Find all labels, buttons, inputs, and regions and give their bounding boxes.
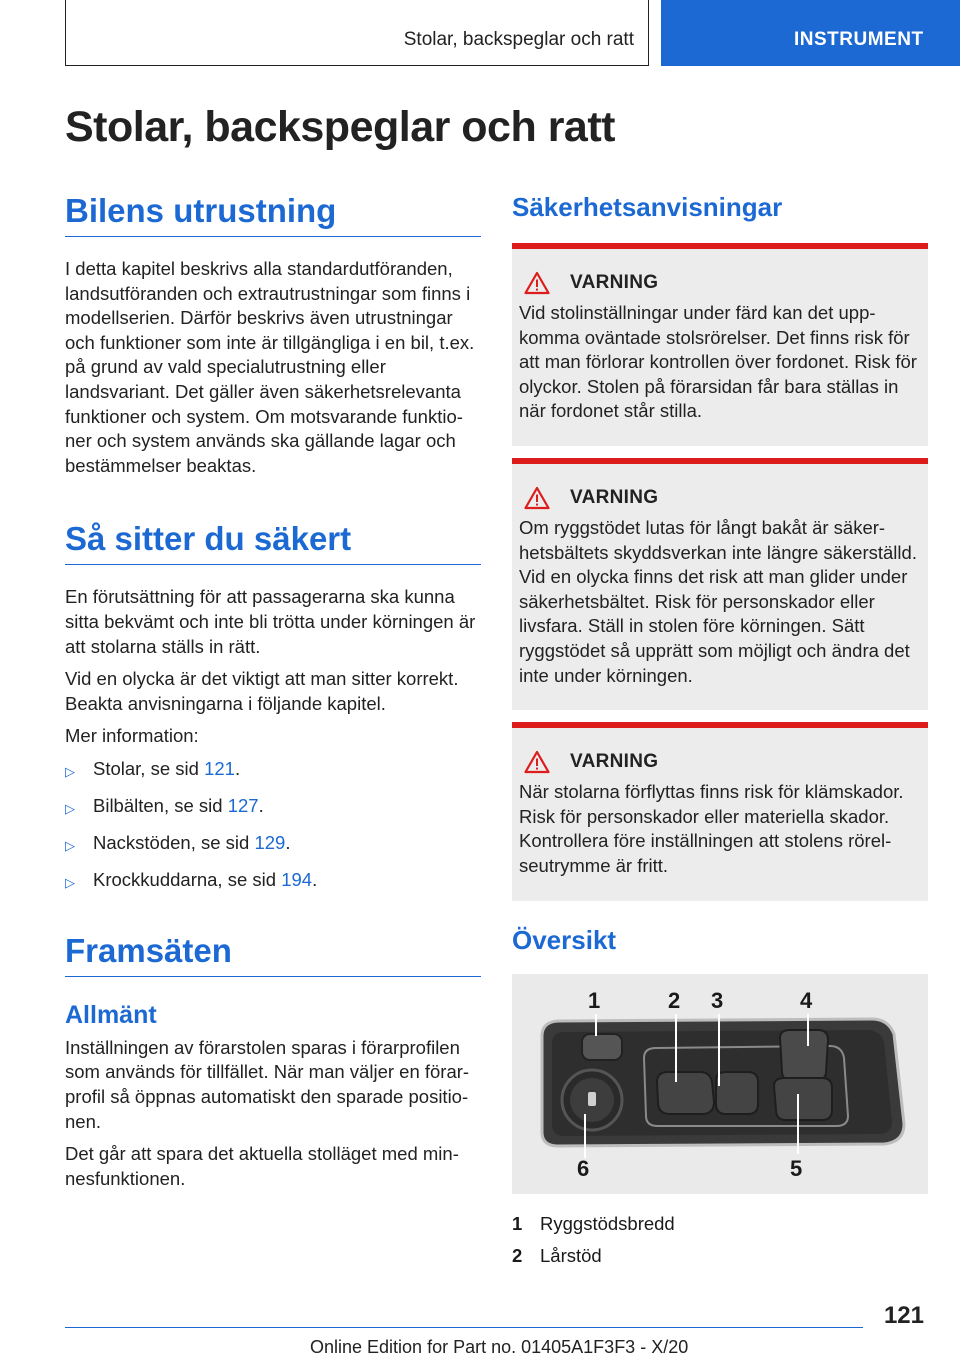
left-column	[65, 192, 481, 1191]
triangle-bullet-icon: ▷	[65, 801, 75, 816]
warning-text: Om ryggstödet lutas för långt bakåt är säkerhetsbältets skyddsverkan inte längre säkerställd. Vid en olycka finns det risk att man glider under säkerhetsbältet. Risk för personskador eller livsfara. Ställ in stolen före körningen. Sätt ryggstödet så upprätt som möjligt och ändra det inte under körningen.	[519, 516, 917, 686]
callout-5: 5	[790, 1155, 803, 1181]
list-item: ▷ Nackstöden, se sid 129.	[65, 831, 481, 859]
front-seats-heading: Framsäten	[65, 932, 481, 977]
warning-text: När stolarna förflyttas finns risk för klämskador. Risk för personskador eller materiella skador. Kontrollera före inställningen att stolens rörelseutrymme är fritt.	[519, 781, 904, 876]
safety-section	[512, 192, 928, 901]
warning-triangle-icon	[524, 750, 550, 774]
front-seats-p1: Inställningen av förarstolen sparas i förarprofilen som används för tillfället. När man väljer en förarprofil så öppnas automatiskt den sparade positionen.	[65, 1036, 470, 1132]
section-header	[65, 0, 649, 66]
warning-title: VARNING	[570, 486, 659, 508]
section-title: Stolar, backspeglar och ratt	[403, 29, 634, 50]
page-title: Stolar, backspeglar och ratt	[65, 103, 615, 151]
warning-title: VARNING	[570, 272, 659, 293]
warning-box	[512, 458, 928, 710]
edition-text: Online Edition for Part no. 01405A1F3F3 - X/20	[310, 1337, 689, 1357]
equipment-heading: Bilens utrustning	[65, 192, 481, 237]
safety-heading: Säkerhetsanvisningar	[512, 192, 783, 222]
callout-6: 6	[577, 1155, 590, 1181]
page-link[interactable]: 127	[227, 795, 259, 816]
warning-triangle-icon	[524, 486, 550, 510]
page-number: 121	[883, 1302, 924, 1329]
overview-heading: Översikt	[512, 924, 617, 955]
overview-section	[512, 925, 928, 1272]
equipment-text: I detta kapitel beskrivs alla standardutföranden, landsutföranden och extrautrustningar som finns i modellserien. Därför beskrivs även utrustningar och funktioner som inte är tillgängliga i en bil, t.ex. på grund av vald specialutrustning eller landsvariant. Det gäller även säkerhetsrelevanta funktioner och system. Om motsvarande funktioner och system används ska gällande lagar och bestämmelser beaktas.	[65, 258, 475, 476]
legend-item: 1 Ryggstödsbredd	[512, 1212, 675, 1234]
warning-title: VARNING	[570, 751, 659, 773]
figure-legend	[512, 1208, 928, 1272]
front-seats-p2: Det går att spara det aktuella stolläget med minnesfunktionen.	[65, 1143, 459, 1189]
warning-triangle-icon	[524, 271, 550, 295]
callout-3: 3	[711, 987, 724, 1013]
footer-rule	[65, 1327, 863, 1328]
warning-text: Vid stolinställningar under färd kan det uppkomma oväntade stolsrörelser. Det finns risk för att man förlorar kontrollen över fordonet. Risk för olyckor. Stolen på förarsidan får bara ställas in när fordonet står stilla.	[519, 302, 917, 422]
page-link[interactable]: 121	[204, 757, 235, 779]
chapter-tab-label: INSTRUMENT	[794, 29, 924, 50]
warning-box	[512, 243, 928, 446]
seat-controls-figure	[512, 974, 928, 1194]
callout-2: 2	[668, 987, 681, 1013]
callout-4: 4	[800, 987, 813, 1013]
chapter-tab[interactable]	[661, 0, 960, 66]
list-item: ▷ Bilbälten, se sid 127.	[65, 794, 481, 822]
page-header	[0, 0, 960, 66]
warning-box	[512, 722, 928, 900]
page-link[interactable]: 129	[254, 832, 286, 854]
triangle-bullet-icon: ▷	[65, 763, 75, 779]
front-seats-section	[65, 932, 481, 1192]
callout-1: 1	[588, 987, 601, 1013]
list-item: ▷ Krockkuddarna, se sid 194.	[65, 868, 481, 896]
safe-seating-section	[65, 520, 481, 895]
safe-seating-p1: En förutsättning för att passagerarna ska kunna sitta bekvämt och inte bli trötta under körningen är att stolarna ställs in rätt.	[65, 586, 476, 657]
list-item: ▷ Stolar, se sid 121.	[65, 757, 481, 785]
triangle-bullet-icon: ▷	[65, 838, 75, 854]
seat-controls-illustration	[512, 974, 928, 1194]
legend-item: 2 Lårstöd	[512, 1244, 602, 1266]
safe-seating-p2: Vid en olycka är det viktigt att man sitter korrekt. Beakta anvisningarna i följande kapitel.	[65, 668, 459, 714]
right-column	[512, 192, 928, 1272]
general-subheading: Allmänt	[65, 1000, 157, 1029]
equipment-section	[65, 192, 481, 478]
page-link[interactable]: 194	[281, 869, 313, 891]
more-info-label: Mer information:	[65, 725, 199, 747]
more-info-list	[65, 757, 481, 896]
triangle-bullet-icon: ▷	[65, 875, 75, 891]
safe-seating-heading: Så sitter du säkert	[65, 520, 481, 565]
